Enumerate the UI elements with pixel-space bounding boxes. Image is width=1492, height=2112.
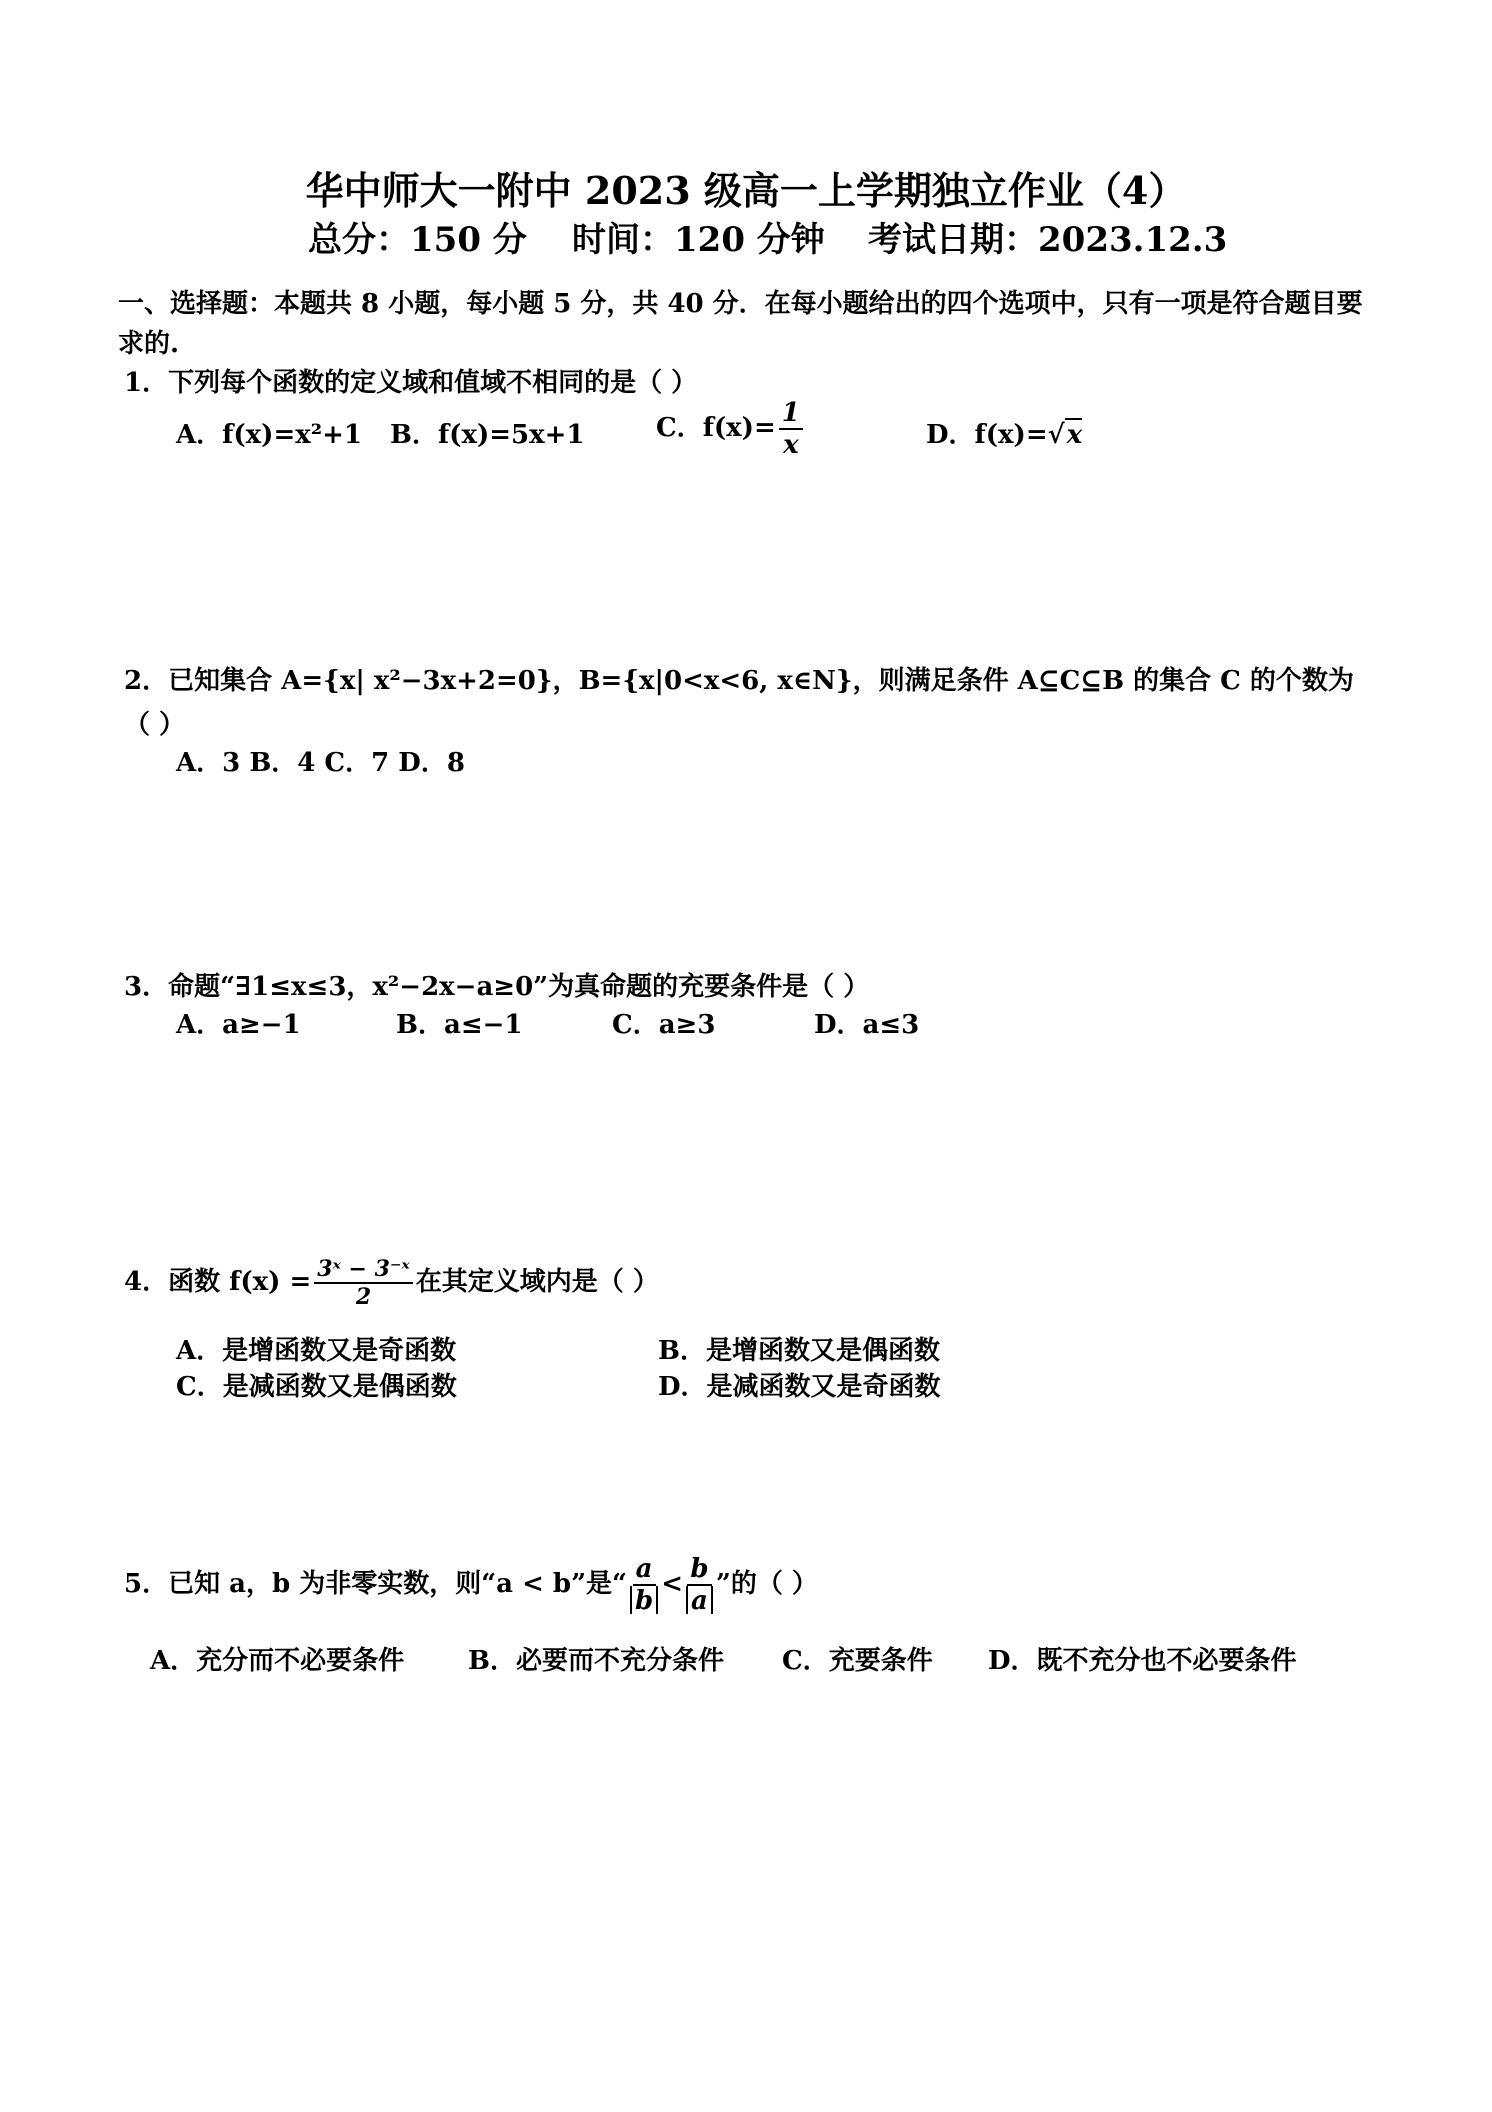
question-4-option-c: C．是减函数又是偶函数 — [176, 1372, 457, 1402]
question-4-denominator: 2 — [355, 1284, 372, 1310]
question-5-option-b: B．必要而不充分条件 — [468, 1646, 724, 1676]
question-1-option-c — [656, 400, 806, 458]
question-2-paren: （ ） — [124, 710, 186, 740]
question-5-fraction-2-numerator: b — [687, 1556, 711, 1586]
question-4-option-b: B．是增函数又是偶函数 — [658, 1336, 940, 1366]
question-3-option-c: C．a≥3 — [612, 1010, 716, 1040]
exam-date: 考试日期：2023.12.3 — [868, 220, 1228, 260]
question-5-fraction-2-denominator: a — [686, 1586, 713, 1614]
question-5-option-d: D．既不充分也不必要条件 — [988, 1646, 1297, 1676]
question-2-options: A．3 B．4 C．7 D．8 — [176, 748, 465, 778]
question-4-option-a: A．是增函数又是奇函数 — [176, 1336, 457, 1366]
exam-title: 华中师大一附中 2023 级高一上学期独立作业（4） — [305, 168, 1187, 213]
question-3-option-d: D．a≤3 — [814, 1010, 920, 1040]
question-3-option-b: B．a≤−1 — [396, 1010, 523, 1040]
question-5-prefix: 5．已知 a，b 为非零实数，则“a < b”是“ — [124, 1569, 628, 1599]
question-4-fraction — [314, 1258, 413, 1308]
question-2-stem: 2．已知集合 A={x| x²−3x+2=0}，B={x|0<x<6, x∈N}，则满足条件 A⊆C⊆B 的集合 C 的个数为 — [124, 666, 1354, 696]
total-score: 总分：150 分 — [308, 220, 527, 260]
question-5-option-c: C．充要条件 — [782, 1646, 933, 1676]
question-1-option-a: A．f(x)=x²+1 — [176, 420, 363, 450]
question-4-stem — [124, 1258, 659, 1308]
sqrt-icon: √ — [1047, 420, 1065, 450]
question-1-option-c-numerator: 1 — [779, 400, 803, 430]
question-5-fraction-1-denominator: b — [630, 1586, 658, 1614]
question-4-prefix: 4．函数 f(x) = — [124, 1267, 312, 1297]
question-1-option-c-label: C．f(x)= — [656, 413, 776, 443]
question-1-option-d — [926, 414, 1082, 451]
question-1-option-c-fraction — [779, 400, 803, 458]
question-1-option-b: B．f(x)=5x+1 — [390, 420, 585, 450]
question-3-stem: 3．命题“∃1≤x≤3，x²−2x−a≥0”为真命题的充要条件是（ ） — [124, 972, 870, 1002]
question-5-option-a: A．充分而不必要条件 — [150, 1646, 405, 1676]
question-5-fraction-1 — [630, 1556, 658, 1614]
question-1-stem: 1．下列每个函数的定义域和值域不相同的是（ ） — [124, 368, 698, 398]
section-heading-line2: 求的. — [118, 329, 180, 359]
question-4-suffix: 在其定义域内是（ ） — [415, 1267, 659, 1297]
question-1-option-d-label: D．f(x)= — [926, 420, 1048, 450]
question-5-less-than: < — [661, 1569, 683, 1599]
section-heading-line1: 一、选择题：本题共 8 小题，每小题 5 分，共 40 分．在每小题给出的四个选项中，只有一项是符合题目要 — [118, 289, 1363, 319]
question-5-fraction-2 — [686, 1556, 713, 1614]
question-5-suffix: ”的（ ） — [715, 1569, 818, 1599]
question-4-numerator: 3ˣ − 3⁻ˣ — [314, 1258, 413, 1284]
question-4-option-d: D．是减函数又是奇函数 — [658, 1372, 941, 1402]
question-1-option-c-denominator: x — [783, 430, 799, 460]
question-3-option-a: A．a≥−1 — [176, 1010, 301, 1040]
question-5-fraction-1-numerator: a — [633, 1556, 656, 1586]
question-1-option-d-radicand: x — [1066, 420, 1083, 450]
question-5-stem — [124, 1556, 818, 1614]
exam-time: 时间：120 分钟 — [572, 220, 825, 260]
